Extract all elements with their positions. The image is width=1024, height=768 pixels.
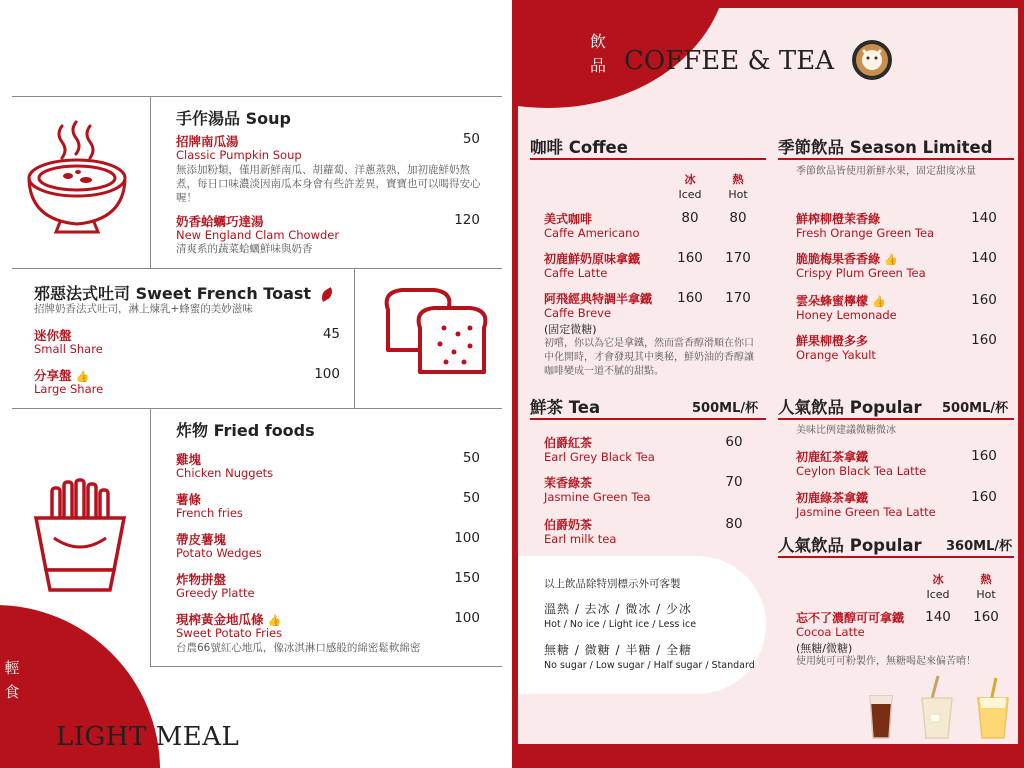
- menu-item-english: Ceylon Black Tea Latte: [796, 464, 927, 478]
- tea-section-title: 鮮茶 Tea: [530, 398, 601, 417]
- menu-item-price: 140: [971, 210, 997, 226]
- column-header-zh: 熱: [732, 173, 744, 186]
- menu-item-english: Caffe Latte: [544, 266, 608, 280]
- corner-label-char: 輕: [4, 659, 20, 677]
- menu-item-name-text: 現榨黃金地瓜條: [176, 612, 264, 627]
- menu-item-price-iced: 80: [681, 210, 699, 226]
- ice-options: 溫熱 / 去冰 / 微冰 / 少冰: [544, 602, 693, 616]
- column-header-en: Hot: [728, 188, 748, 201]
- menu-item-name: 鮮果柳橙多多: [796, 334, 869, 348]
- menu-item-english: Jasmine Green Tea Latte: [796, 505, 936, 519]
- menu-item-price: 80: [725, 516, 743, 532]
- soup-bowl-icon: [22, 118, 132, 238]
- divider: [150, 408, 151, 666]
- divider: [12, 408, 502, 409]
- toast-icon: [378, 282, 496, 382]
- thumbs-up-icon: 👍: [267, 614, 282, 627]
- menu-item-english: Chicken Nuggets: [176, 466, 274, 480]
- menu-item-name: 初鹿紅茶拿鐵: [796, 450, 869, 464]
- column-header-zh: 熱: [980, 573, 992, 586]
- section-underline: [778, 418, 1014, 420]
- menu-item-name: 伯爵奶茶: [544, 518, 593, 532]
- menu-item-name: 初鹿鮮奶原味拿鐵: [544, 252, 641, 266]
- thumbs-up-icon: 👍: [872, 295, 886, 308]
- toast-title-text: 邪惡法式吐司 Sweet French Toast: [34, 284, 312, 303]
- menu-item-name: 雞塊: [176, 452, 202, 467]
- menu-item-name: 初鹿綠茶拿鐵: [796, 491, 869, 505]
- menu-item-price-hot: 170: [725, 250, 751, 266]
- soup-section-title: 手作湯品 Soup: [176, 109, 291, 128]
- toast-section-title: [34, 281, 334, 304]
- menu-item-english: Sweet Potato Fries: [176, 626, 283, 640]
- drink-photos: [864, 674, 1018, 744]
- menu-item-name: [796, 292, 886, 309]
- menu-item-price: 45: [322, 326, 340, 342]
- menu-item-price-iced: 160: [677, 290, 703, 306]
- menu-item-description: 台農66號紅心地瓜，像冰淇淋口感般的綿密鬆軟綿密: [176, 642, 421, 654]
- black-tea-cup-icon: [870, 696, 892, 738]
- menu-item-price: 100: [454, 610, 480, 626]
- menu-item-english: Orange Yakult: [796, 348, 876, 362]
- menu-item-name-text: 脆脆梅果香香綠: [796, 252, 881, 266]
- menu-item-english: Jasmine Green Tea: [544, 490, 651, 504]
- sugar-options: 無糖 / 微糖 / 半糖 / 全糖: [544, 643, 693, 657]
- leaf-icon: [318, 287, 335, 302]
- menu-item-name: 炸物拼盤: [176, 572, 227, 587]
- season-description: 季節飲品皆使用新鮮水果，固定甜度冰量: [796, 166, 976, 177]
- menu-item-sugar-note: (固定微糖): [544, 323, 597, 336]
- menu-item-price: 50: [462, 450, 480, 466]
- corner-label-char: 食: [4, 683, 20, 701]
- popular-section-title: 人氣飲品 Popular: [778, 398, 922, 417]
- menu-item-name: 薯條: [176, 492, 202, 507]
- menu-item-name: 伯爵紅茶: [544, 436, 593, 450]
- popular-section-title: 人氣飲品 Popular: [778, 536, 922, 555]
- season-section-title: 季節飲品 Season Limited: [778, 138, 993, 157]
- section-underline: [778, 158, 1014, 160]
- thumbs-up-icon: 👍: [75, 370, 90, 383]
- column-header-iced: [918, 572, 958, 602]
- menu-item-name: 迷你盤: [34, 328, 72, 343]
- menu-item-english: Caffe Americano: [544, 226, 640, 240]
- header-label-char: 飲: [589, 32, 606, 51]
- menu-item-price-iced: 140: [925, 609, 951, 625]
- menu-item-price: 160: [971, 489, 997, 505]
- menu-item-english: Earl Grey Black Tea: [544, 450, 655, 464]
- column-header-en: Iced: [678, 188, 702, 201]
- column-header-en: Iced: [926, 588, 950, 601]
- menu-item-english: Fresh Orange Green Tea: [796, 226, 935, 240]
- divider: [12, 96, 502, 97]
- menu-item-price: 160: [971, 332, 997, 348]
- header-label: [588, 30, 608, 78]
- menu-item-price: 100: [454, 530, 480, 546]
- menu-item-english: Small Share: [34, 342, 103, 356]
- divider: [354, 268, 355, 408]
- section-underline: [530, 158, 766, 160]
- column-header-iced: [670, 172, 710, 202]
- french-fries-icon: [30, 478, 130, 596]
- menu-item-english: Greedy Platte: [176, 586, 255, 600]
- menu-item-price-hot: 170: [725, 290, 751, 306]
- column-header-hot: [718, 172, 758, 202]
- fried-section-title: 炸物 Fried foods: [176, 421, 315, 440]
- divider: [150, 96, 151, 268]
- menu-item-name: 忘不了濃醇可可拿鐵: [796, 611, 905, 625]
- menu-item-description: 清爽系的蔬菜蛤蠣鮮味與奶香: [176, 243, 313, 255]
- menu-item-english: Cocoa Latte: [796, 625, 865, 639]
- corner-label: [2, 656, 22, 704]
- menu-item-price: 160: [971, 292, 997, 308]
- coffee-cup-icon: [848, 38, 896, 82]
- divider: [12, 268, 502, 269]
- column-header-hot: [966, 572, 1006, 602]
- coffee-section-title: 咖啡 Coffee: [530, 138, 628, 157]
- menu-item-english: French fries: [176, 506, 243, 520]
- section-underline: [778, 556, 1014, 558]
- milk-tea-cup-icon: [922, 676, 952, 738]
- divider: [150, 666, 502, 667]
- menu-item-english: Classic Pumpkin Soup: [176, 148, 302, 162]
- tea-size: 500ML/杯: [692, 401, 759, 416]
- menu-item-english: Caffe Breve: [544, 306, 612, 320]
- menu-item-price: 60: [725, 434, 743, 450]
- header-title: COFFEE & TEA: [624, 46, 835, 76]
- drinks-page-inner: [518, 8, 1018, 744]
- menu-item-price: 120: [454, 212, 480, 228]
- menu-item-price: 100: [314, 366, 340, 382]
- menu-item-price: 50: [462, 490, 480, 506]
- column-header-en: Hot: [976, 588, 996, 601]
- menu-item-name: 鮮榨柳橙茉香綠: [796, 212, 881, 226]
- menu-item-price-hot: 160: [973, 609, 999, 625]
- popular-size: 360ML/杯: [946, 539, 1013, 554]
- menu-item-name: 帶皮薯塊: [176, 532, 227, 547]
- menu-item-english: New England Clam Chowder: [176, 228, 340, 242]
- thumbs-up-icon: 👍: [884, 253, 898, 266]
- menu-item-price: 70: [725, 474, 743, 490]
- menu-item-price-iced: 160: [677, 250, 703, 266]
- menu-item-price: 50: [462, 131, 480, 147]
- menu-item-description: 使用純可可粉製作，無糖喝起來偏苦唷！: [796, 656, 976, 667]
- popular-size: 500ML/杯: [942, 401, 1009, 416]
- drinks-page: [512, 0, 1024, 768]
- menu-item-name: 美式咖啡: [544, 212, 593, 226]
- menu-item-name: 招牌南瓜湯: [176, 134, 239, 149]
- column-header-zh: 冰: [932, 573, 944, 586]
- menu-item-english: Potato Wedges: [176, 546, 262, 560]
- ice-options-english: Hot / No ice / Light ice / Less ice: [544, 619, 697, 630]
- menu-item-name: 奶香蛤蠣巧達湯: [176, 214, 264, 229]
- menu-item-price-hot: 80: [729, 210, 747, 226]
- menu-item-name: 茉香綠茶: [544, 476, 593, 490]
- header-label-char: 品: [589, 56, 606, 75]
- menu-item-price: 140: [971, 250, 997, 266]
- menu-item-name: 阿飛經典特調半拿鐵: [544, 292, 653, 306]
- menu-item-description: 初嚐，你以為它是拿鐵，然而當香醇滑順在你口中化開時，才會發現其中奧秘，鮮奶油的香醇讓咖啡變成一道不膩的甜點。: [544, 338, 754, 377]
- menu-item-english: Crispy Plum Green Tea: [796, 266, 926, 280]
- menu-item-price: 160: [971, 448, 997, 464]
- sugar-options-english: No sugar / Low sugar / Half sugar / Standard: [544, 660, 755, 671]
- toast-description: 招牌奶香法式吐司，淋上煉乳+蜂蜜的美妙滋味: [34, 303, 253, 315]
- column-header-zh: 冰: [684, 173, 696, 186]
- footer-title: LIGHT MEAL: [56, 722, 240, 752]
- menu-item-english: Large Share: [34, 382, 104, 396]
- section-underline: [530, 418, 766, 420]
- menu-item-english: Earl milk tea: [544, 532, 617, 546]
- customization-title: 以上飲品除特別標示外可客製: [544, 578, 681, 590]
- menu-item-sugar-note: (無糖/微糖): [796, 642, 853, 655]
- menu-item-description: 無添加粉類，僅用新鮮南瓜、胡蘿蔔、洋蔥蒸熟，加初鹿鮮奶熬煮，每日口味濃淡因南瓜本身會有些許差異，寶寶也可以喝得安心喔！: [176, 164, 481, 204]
- menu-item-price: 150: [454, 570, 480, 586]
- menu-item-name-text: 分享盤: [34, 368, 72, 383]
- popular-description: 美味比例建議微糖微冰: [796, 425, 896, 436]
- menu-item-english: Honey Lemonade: [796, 308, 897, 322]
- menu-item-name: [796, 250, 898, 267]
- yakult-cup-icon: [978, 678, 1008, 738]
- menu-item-name-text: 雲朵蜂蜜檸檬: [796, 294, 869, 308]
